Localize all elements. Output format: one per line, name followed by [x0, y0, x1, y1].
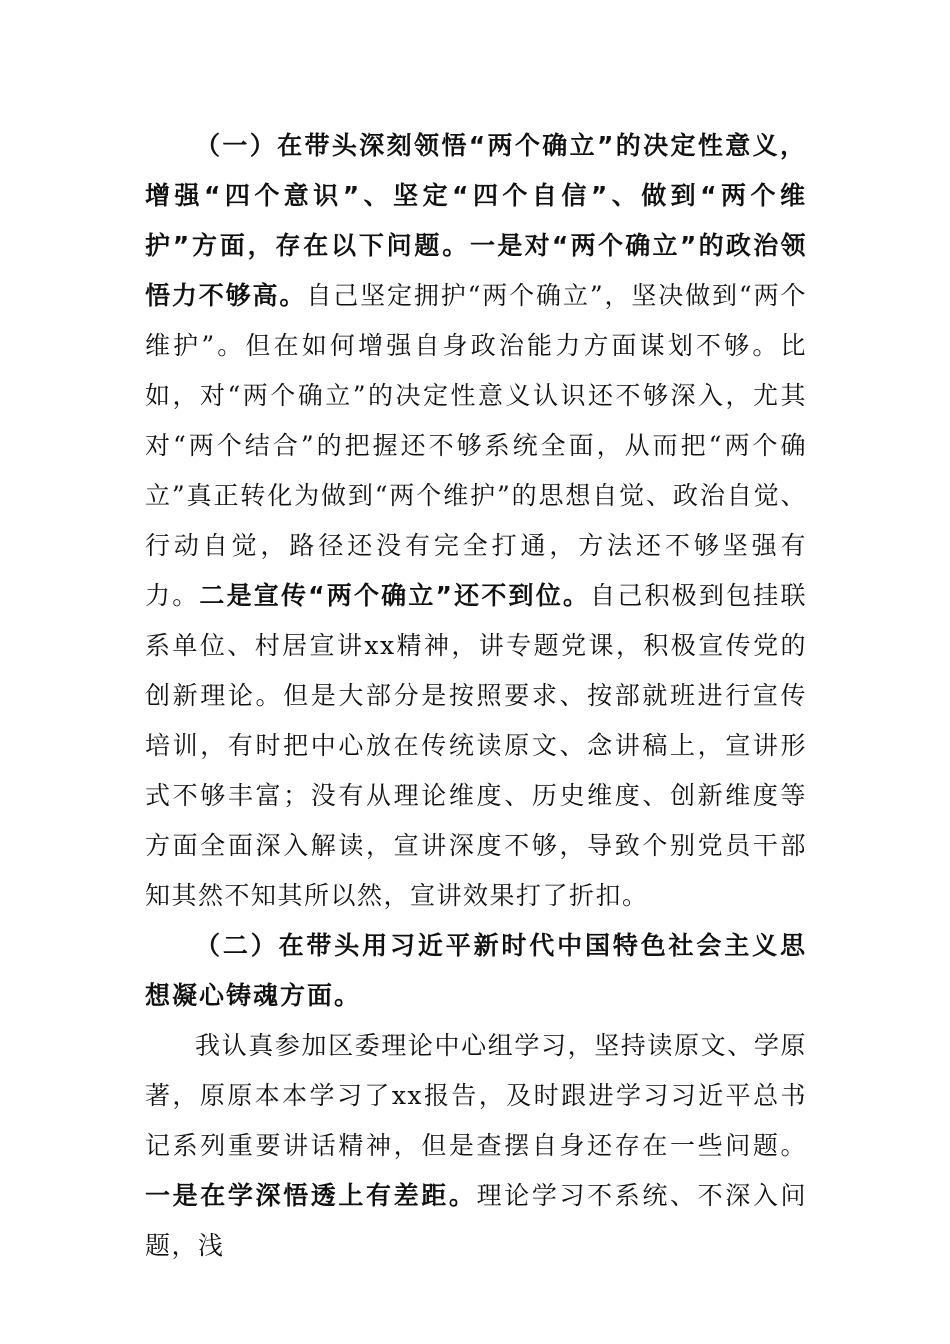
section2-point1-label: 一是在学深悟透上有差距。 [145, 1181, 477, 1210]
section2-intro-text: 我认真参加区委理论中心组学习，坚持读原文、学原著，原原本本学习了xx报告，及时跟进学习习近平总书记系列重要讲话精神，但是查摆自身还存在一些问题。 [145, 1031, 807, 1160]
section1-point2-label: 二是宣传“两个确立”还不到位。 [199, 581, 591, 610]
section1-paragraph [145, 121, 807, 921]
section1-point1-label: 一是对“两个确立”的政治领悟力不够高。 [145, 231, 807, 310]
section2-point1-text: 理论学习不系统、不深入问题，浅 [145, 1181, 807, 1260]
section1-point2-text: 自己积极到包挂联系单位、村居宣讲xx精神，讲专题党课，积极宣传党的创新理论。但是大部分是按照要求、按部就班进行宣传培训，有时把中心放在传统读原文、念讲稿上，宣讲形式不够丰富；没有从理论维度、历史维度、创新维度等方面全面深入解读，宣讲深度不够，导致个别党员干部知其然不知其所以然，宣讲效果打了折扣。 [145, 581, 807, 910]
document-body [145, 121, 807, 1271]
section1-heading: （一）在带头深刻领悟“两个确立”的决定性意义，增强“四个意识”、坚定“四个自信”、做到“两个维护”方面，存在以下问题。 [145, 131, 807, 260]
section1-point1-text: 自己坚定拥护“两个确立”，坚决做到“两个维护”。但在如何增强自身政治能力方面谋划不够。比如，对“两个确立”的决定性意义认识还不够深入，尤其对“两个结合”的把握还不够系统全面，从而把“两个确立”真正转化为做到“两个维护”的思想自觉、政治自觉、行动自觉，路径还没有完全打通，方法还不够坚强有力。 [145, 281, 807, 610]
section2-heading: （二）在带头用习近平新时代中国特色社会主义思想凝心铸魂方面。 [145, 931, 807, 1010]
section2-paragraph [145, 1021, 807, 1271]
